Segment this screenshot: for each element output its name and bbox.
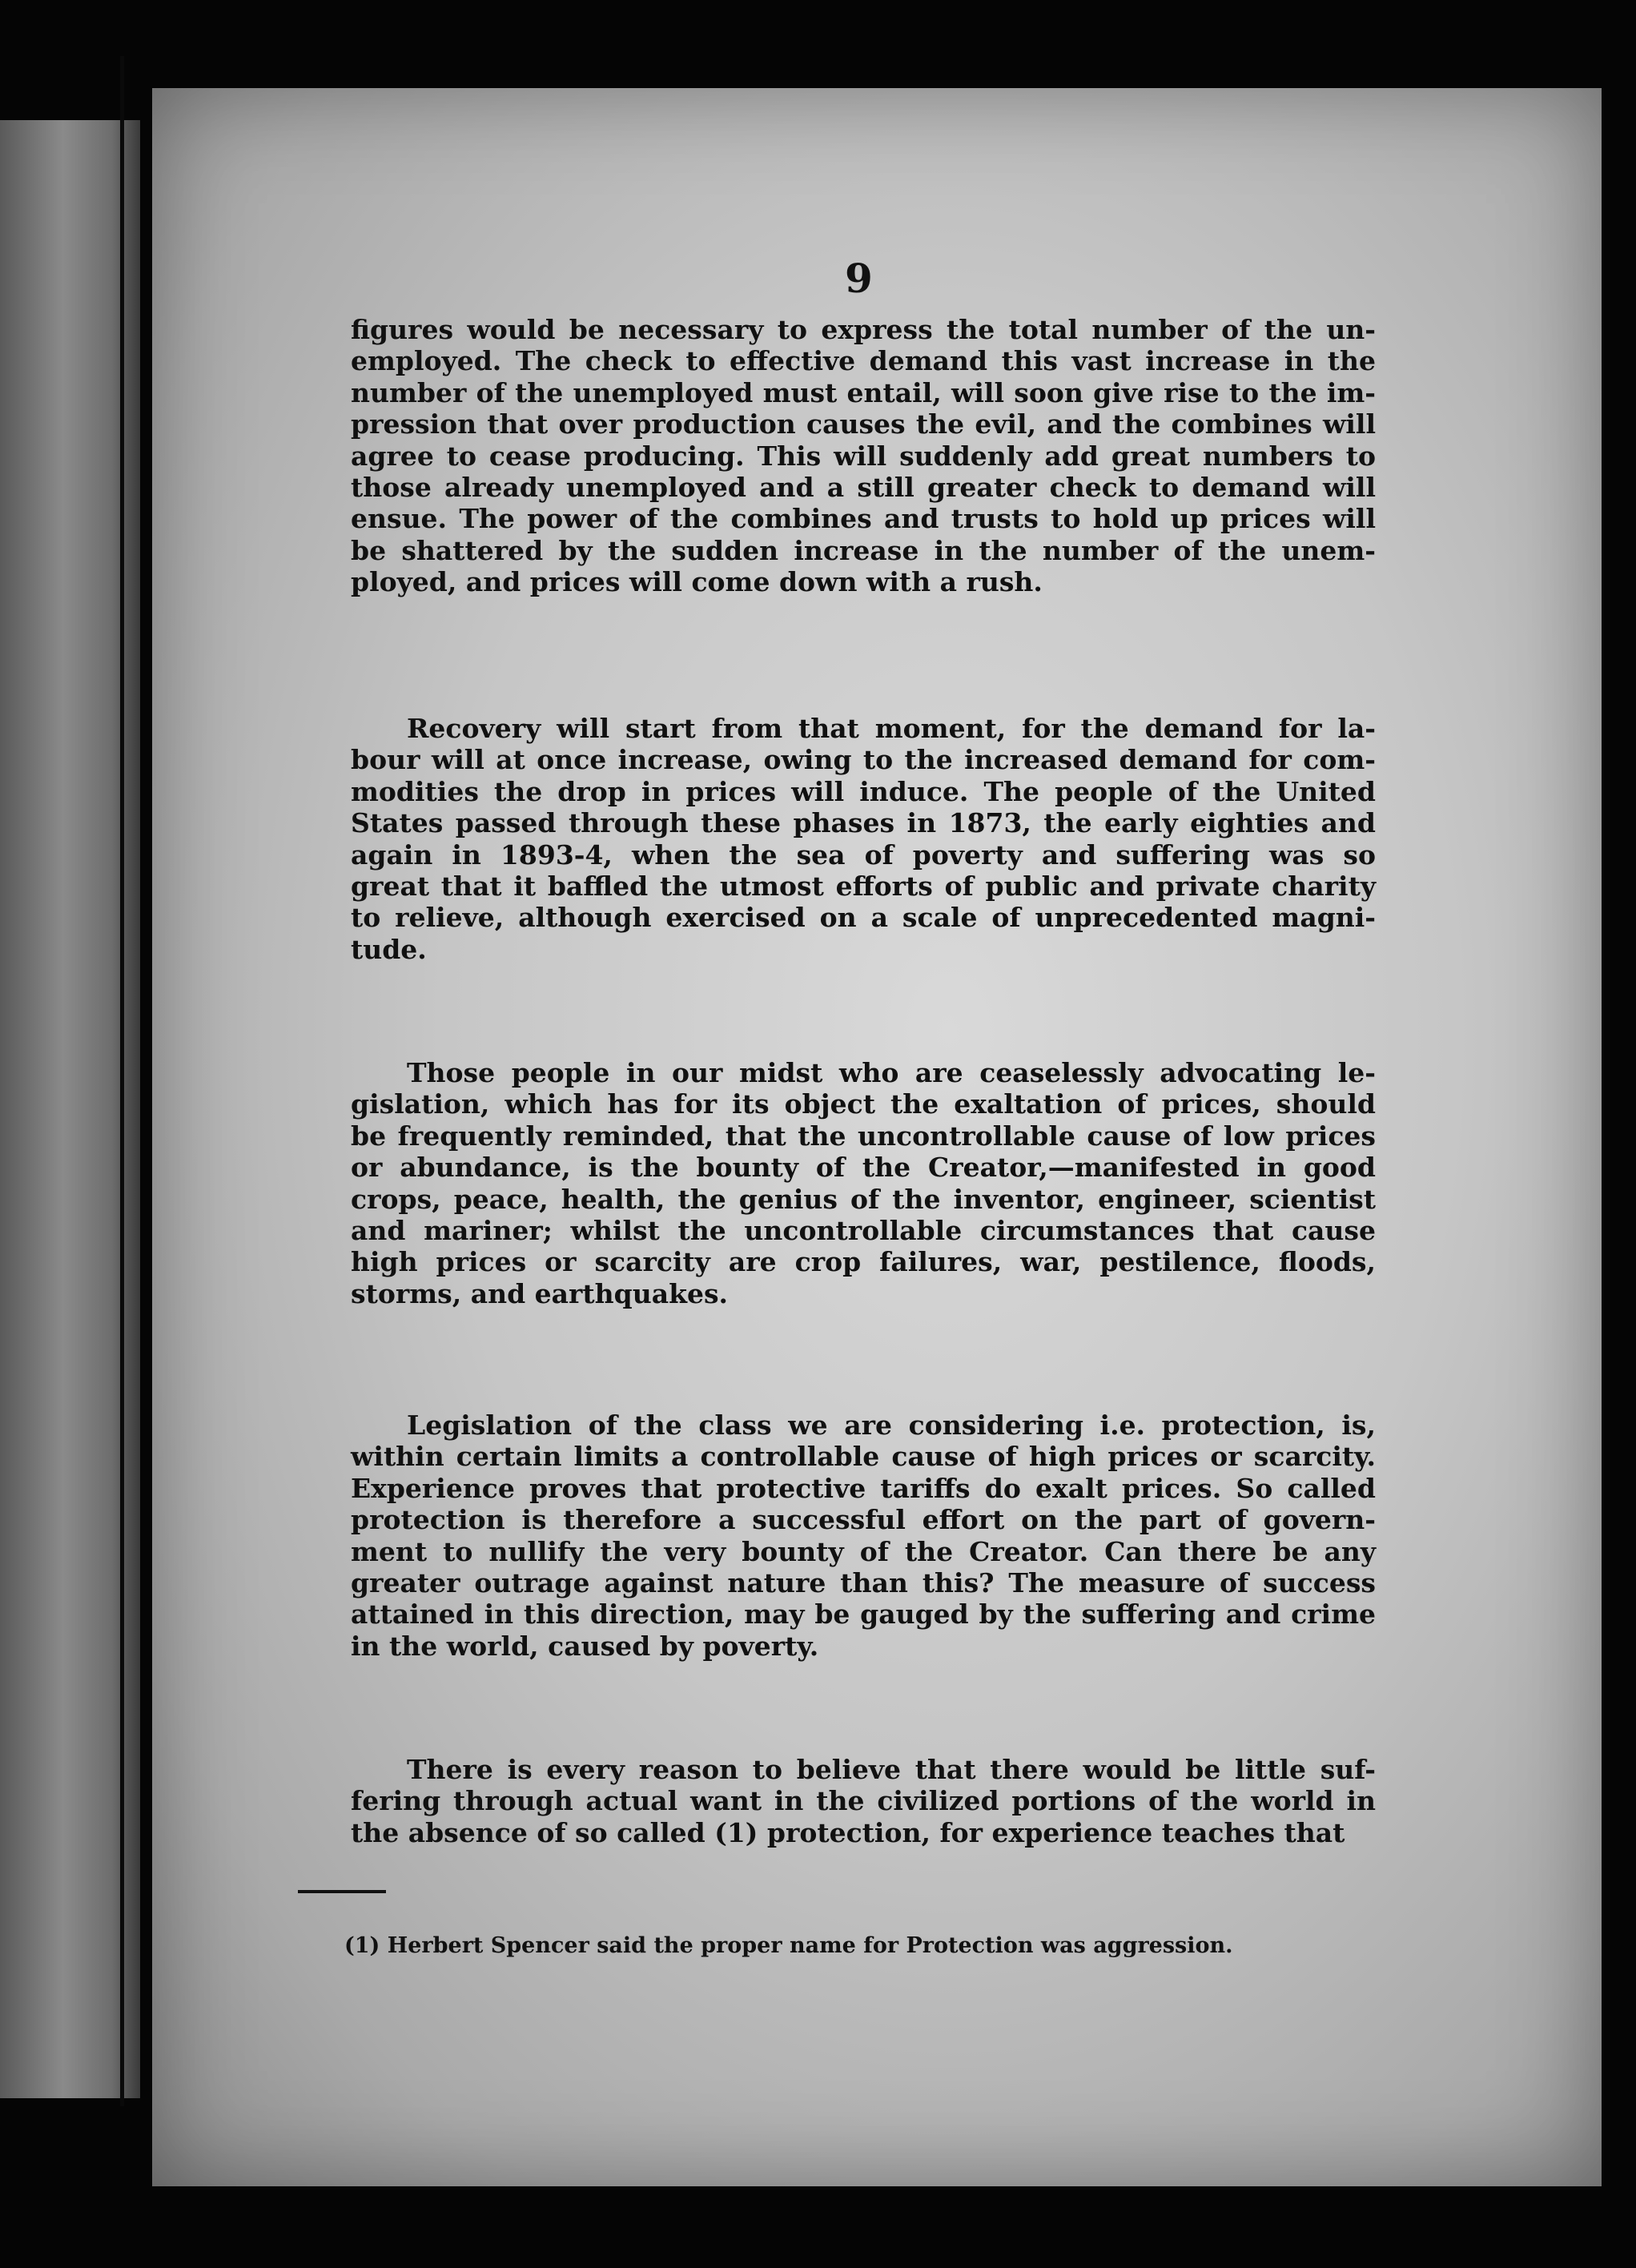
paragraph-3 [351, 1057, 1376, 1309]
book-spine [120, 56, 124, 2106]
text-line: modities the drop in prices will induce. The people of the United [351, 775, 1376, 807]
paragraph-2 [351, 713, 1376, 965]
text-line: attained in this direction, may be gauged by the suffering and crime [351, 1598, 1376, 1631]
text-line: ensue. The power of the combines and trusts to hold up prices will [351, 503, 1376, 535]
paragraph-1 [351, 314, 1376, 598]
text-line: employed. The check to effective demand this vast increase in the [351, 345, 1376, 377]
footnote: (1) Herbert Spencer said the proper name for Protection was aggression. [344, 1933, 1233, 1958]
paragraph-4 [351, 1409, 1376, 1662]
text-line: agree to cease producing. This will suddenly add great numbers to [351, 440, 1376, 472]
text-line: be shattered by the sudden increase in the number of the unem- [351, 534, 1376, 566]
text-line: figures would be necessary to express the total number of the un- [351, 314, 1376, 345]
text-line: and mariner; whilst the uncontrollable circumstances that cause [351, 1215, 1376, 1247]
text-line: crops, peace, health, the genius of the inventor, engineer, scientist [351, 1183, 1376, 1215]
text-line: be frequently reminded, that the uncontrollable cause of low prices [351, 1120, 1376, 1152]
text-line: to relieve, although exercised on a scale of unprecedented magni- [351, 902, 1376, 934]
text-line: Experience proves that protective tariffs do exalt prices. So called [351, 1472, 1376, 1504]
text-line: the absence of so called (1) protection, for experience teaches that [351, 1816, 1345, 1848]
text-line: pression that over production causes the evil, and the combines will [351, 408, 1376, 440]
text-line: tude. [351, 933, 427, 965]
facing-page-edge [0, 120, 140, 2098]
paragraph-5 [351, 1754, 1376, 1848]
text-line: or abundance, is the bounty of the Creator,—manifested in good [351, 1152, 1376, 1184]
text-line: high prices or scarcity are crop failures, war, pestilence, floods, [351, 1246, 1376, 1278]
text-line: protection is therefore a successful effort on the part of govern- [351, 1504, 1376, 1536]
text-line: those already unemployed and a still greater check to demand will [351, 472, 1376, 504]
text-line: ployed, and prices will come down with a rush. [351, 566, 1043, 598]
page-number: 9 [845, 255, 873, 302]
text-line: in the world, caused by poverty. [351, 1630, 819, 1662]
text-line: gislation, which has for its object the exaltation of prices, should [351, 1088, 1376, 1120]
text-line: Recovery will start from that moment, for the demand for la- [407, 713, 1376, 744]
text-line: great that it baffled the utmost efforts of public and private charity [351, 871, 1376, 903]
text-line: fering through actual want in the civilized portions of the world in [351, 1785, 1376, 1817]
text-line: bour will at once increase, owing to the increased demand for com- [351, 744, 1376, 776]
text-line: storms, and earthquakes. [351, 1277, 729, 1309]
text-line: within certain limits a controllable cause of high prices or scarcity. [351, 1441, 1376, 1473]
text-line: Legislation of the class we are considering i.e. protection, is, [407, 1409, 1376, 1441]
text-line: Those people in our midst who are ceaselessly advocating le- [407, 1057, 1376, 1088]
text-line: greater outrage against nature than this? The measure of success [351, 1567, 1376, 1599]
text-line: number of the unemployed must entail, will soon give rise to the im- [351, 376, 1376, 408]
text-line: States passed through these phases in 1873, the early eighties and [351, 807, 1376, 839]
text-line: There is every reason to believe that there would be little suf- [407, 1754, 1376, 1785]
text-line: again in 1893-4, when the sea of poverty and suffering was so [351, 838, 1376, 871]
footnote-rule [298, 1890, 386, 1893]
text-line: ment to nullify the very bounty of the Creator. Can there be any [351, 1535, 1376, 1567]
